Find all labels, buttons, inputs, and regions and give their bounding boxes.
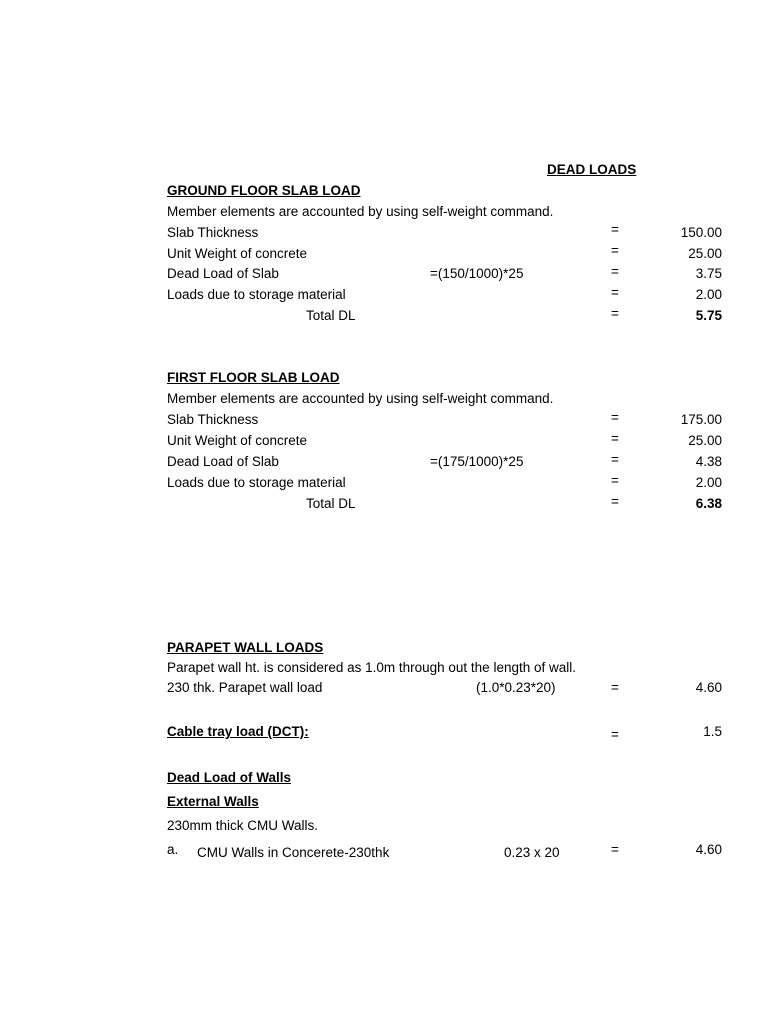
ground-storage-eq: = bbox=[611, 285, 619, 300]
ground-total-value: 5.75 bbox=[695, 308, 722, 323]
ground-floor-note: Member elements are accounted by using self-weight command. bbox=[167, 204, 554, 219]
external-walls-heading: External Walls bbox=[167, 794, 259, 809]
walls-row-value: 4.60 bbox=[695, 842, 722, 857]
first-unit-weight-label: Unit Weight of concrete bbox=[167, 433, 308, 448]
ground-dead-load-label: Dead Load of Slab bbox=[167, 266, 279, 281]
ground-unit-weight-label: Unit Weight of concrete bbox=[167, 246, 308, 261]
ground-slab-thickness-label: Slab Thickness bbox=[167, 225, 259, 240]
first-slab-thickness-eq: = bbox=[611, 410, 619, 425]
walls-note: 230mm thick CMU Walls. bbox=[167, 818, 319, 833]
walls-row-label: CMU Walls in Concerete-230thk bbox=[197, 845, 390, 860]
parapet-formula: (1.0*0.23*20) bbox=[476, 680, 556, 695]
ground-total-label: Total DL bbox=[306, 308, 356, 323]
first-unit-weight-eq: = bbox=[611, 431, 619, 446]
ground-dead-load-eq: = bbox=[611, 264, 619, 279]
first-storage-eq: = bbox=[611, 473, 619, 488]
cable-tray-value: 1.5 bbox=[703, 724, 722, 739]
ground-floor-heading: GROUND FLOOR SLAB LOAD bbox=[167, 183, 361, 198]
ground-total-eq: = bbox=[611, 306, 619, 321]
ground-storage-label: Loads due to storage material bbox=[167, 287, 346, 302]
first-slab-thickness-value: 175.00 bbox=[680, 412, 722, 427]
ground-slab-thickness-value: 150.00 bbox=[680, 225, 722, 240]
ground-unit-weight-eq: = bbox=[611, 243, 619, 258]
ground-slab-thickness-eq: = bbox=[611, 222, 619, 237]
first-total-eq: = bbox=[611, 494, 619, 509]
cable-tray-eq: = bbox=[611, 727, 619, 742]
walls-heading: Dead Load of Walls bbox=[167, 770, 292, 785]
first-floor-note: Member elements are accounted by using self-weight command. bbox=[167, 391, 554, 406]
parapet-label: 230 thk. Parapet wall load bbox=[167, 680, 323, 695]
first-unit-weight-value: 25.00 bbox=[688, 433, 722, 448]
first-dead-load-value: 4.38 bbox=[695, 454, 722, 469]
ground-dead-load-value: 3.75 bbox=[695, 266, 722, 281]
first-storage-value: 2.00 bbox=[695, 475, 722, 490]
first-storage-label: Loads due to storage material bbox=[167, 475, 346, 490]
first-total-value: 6.38 bbox=[695, 496, 722, 511]
walls-row-formula: 0.23 x 20 bbox=[504, 845, 560, 860]
first-dead-load-label: Dead Load of Slab bbox=[167, 454, 279, 469]
parapet-note: Parapet wall ht. is considered as 1.0m through out the length of wall. bbox=[167, 660, 576, 675]
walls-row-index: a. bbox=[167, 842, 179, 857]
page-title: DEAD LOADS bbox=[547, 162, 637, 177]
first-floor-heading: FIRST FLOOR SLAB LOAD bbox=[167, 370, 340, 385]
parapet-heading: PARAPET WALL LOADS bbox=[167, 640, 324, 655]
first-dead-load-formula: =(175/1000)*25 bbox=[430, 454, 524, 469]
walls-row-eq: = bbox=[611, 842, 619, 857]
ground-dead-load-formula: =(150/1000)*25 bbox=[430, 266, 524, 281]
ground-unit-weight-value: 25.00 bbox=[688, 246, 722, 261]
first-dead-load-eq: = bbox=[611, 452, 619, 467]
parapet-eq: = bbox=[611, 680, 619, 695]
first-total-label: Total DL bbox=[306, 496, 356, 511]
ground-storage-value: 2.00 bbox=[695, 287, 722, 302]
parapet-value: 4.60 bbox=[695, 680, 722, 695]
cable-tray-heading: Cable tray load (DCT): bbox=[167, 724, 309, 739]
first-slab-thickness-label: Slab Thickness bbox=[167, 412, 259, 427]
